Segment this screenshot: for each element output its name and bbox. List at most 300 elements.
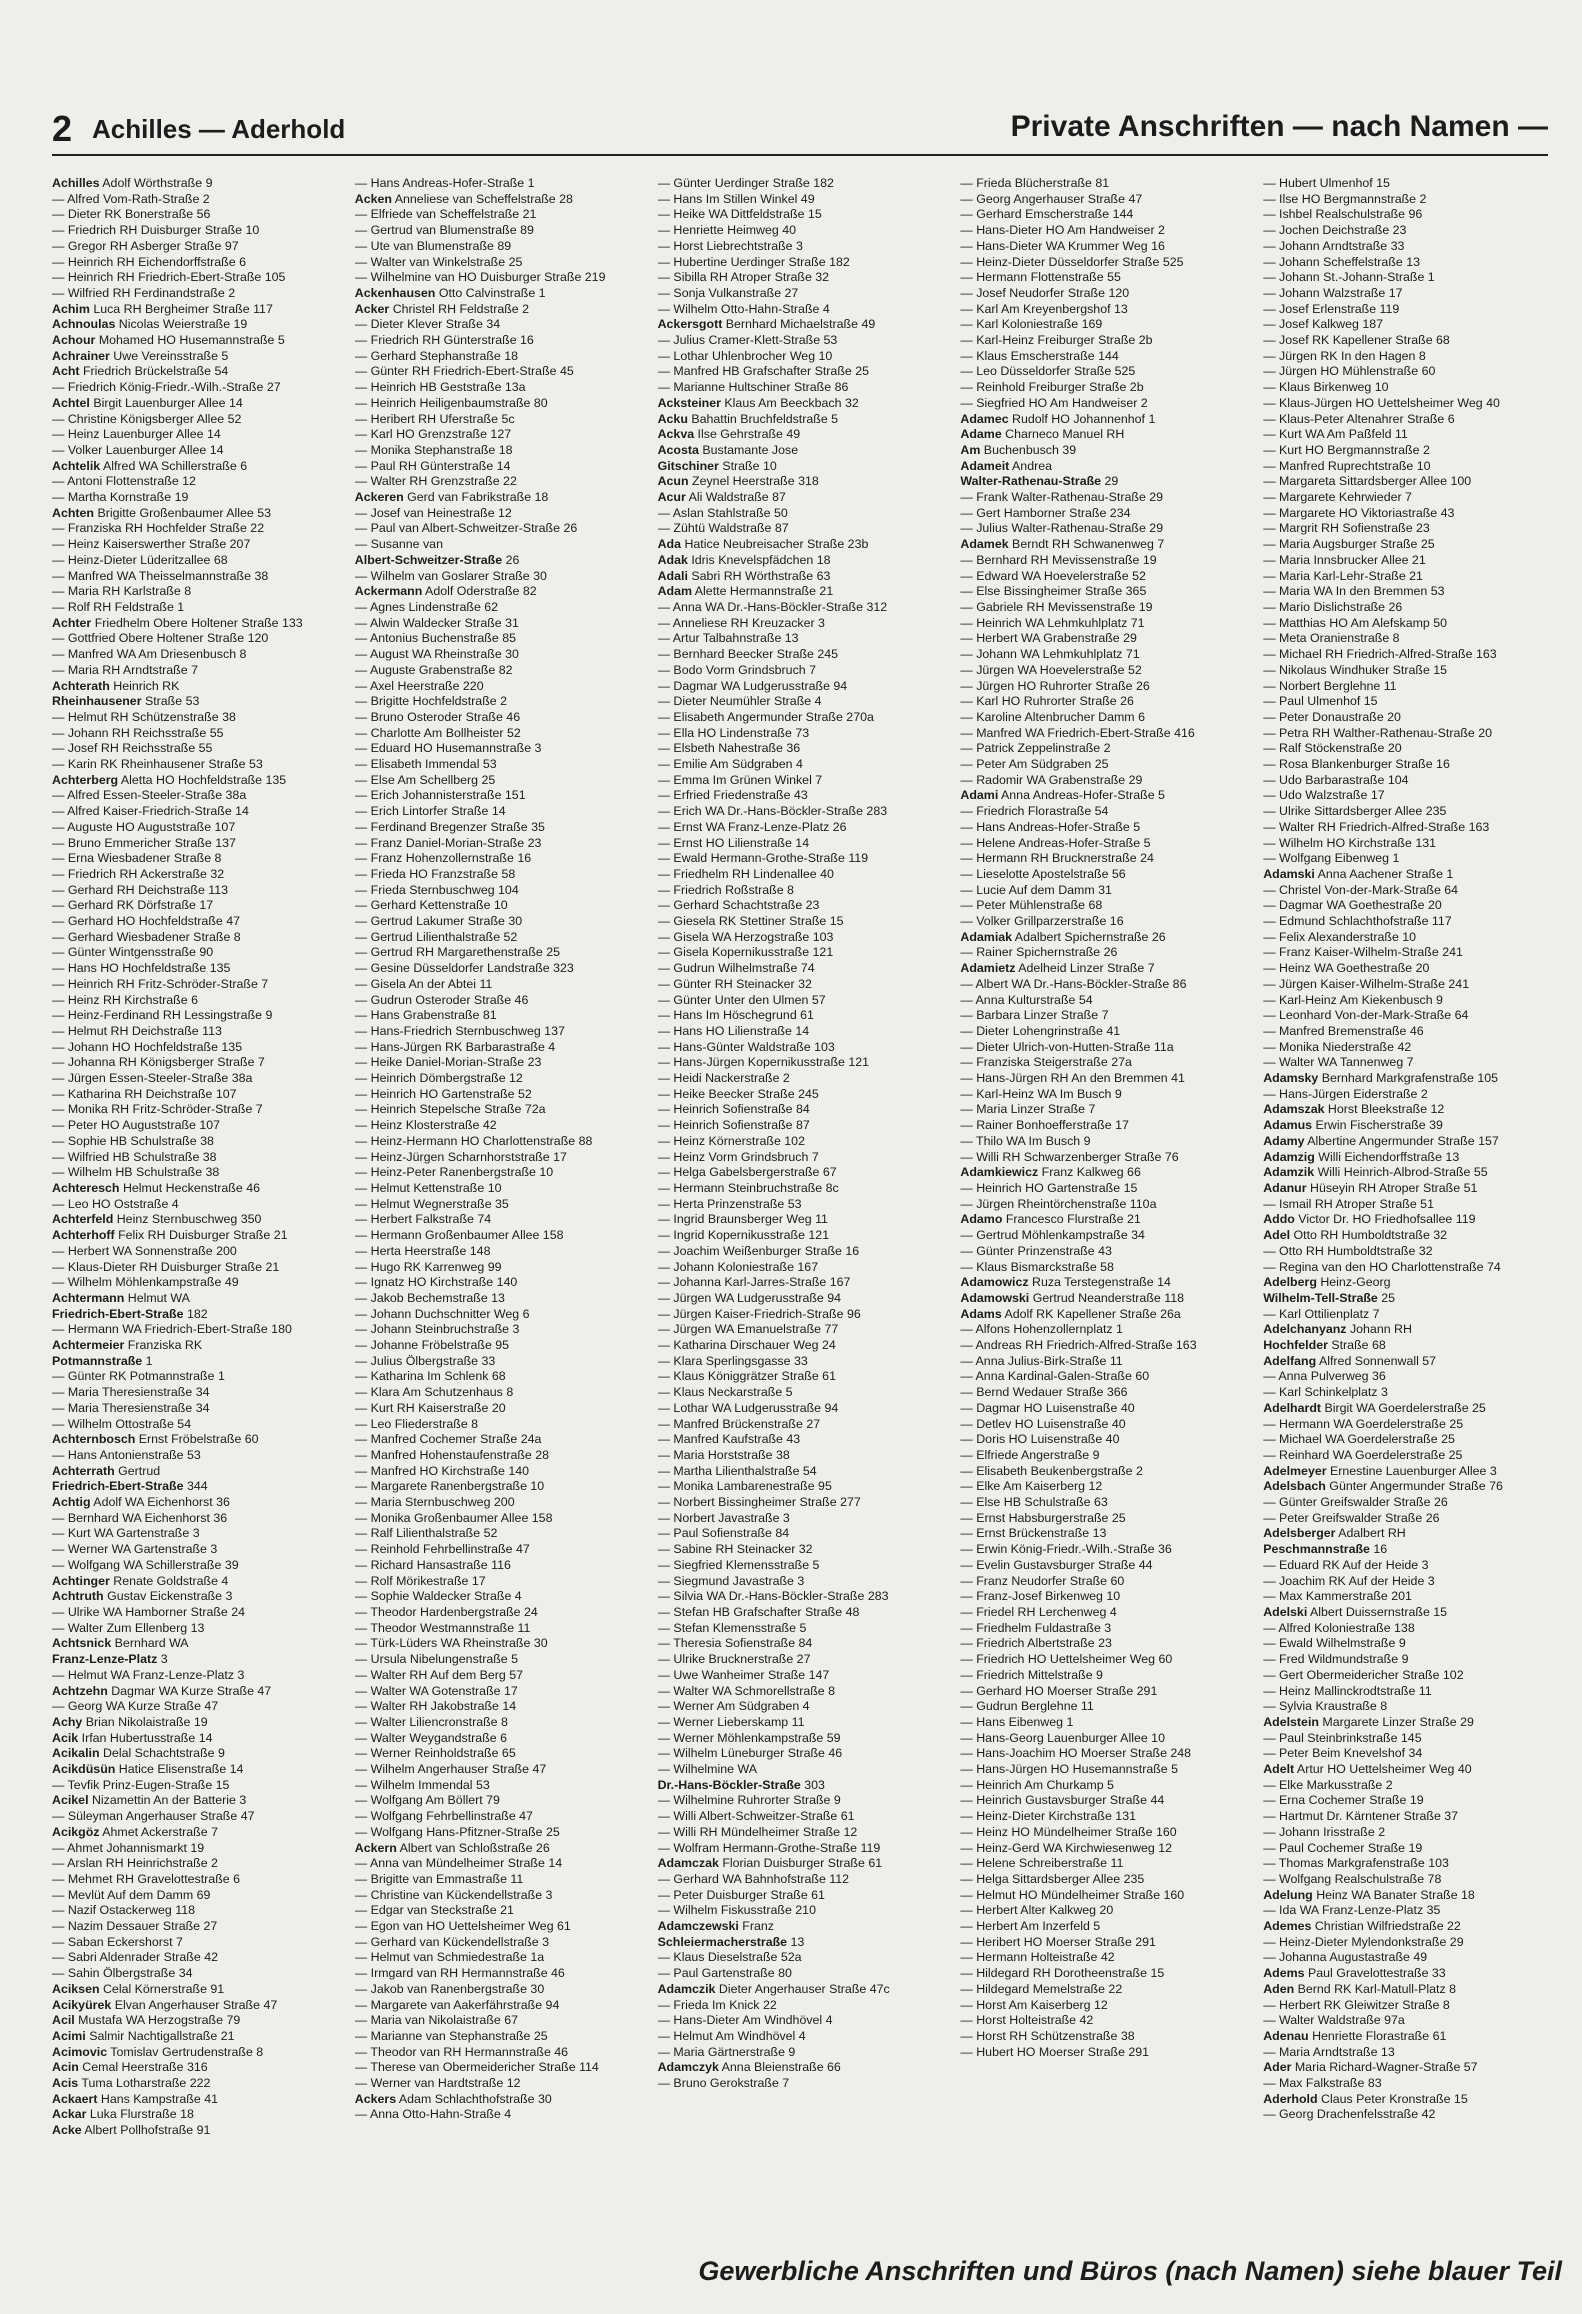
directory-entry: — Hans-Dieter Am Windhövel 4	[657, 2013, 833, 2028]
directory-entry: Adali Sabri RH Wörthstraße 63	[657, 568, 831, 583]
directory-entry: Acku Bahattin Bruchfeldstraße 5	[657, 411, 839, 426]
directory-entry: — Barbara Linzer Straße 7	[960, 1008, 1109, 1023]
directory-entry: — Hubertine Uerdinger Straße 182	[657, 254, 850, 269]
directory-entry: — Hermann Steinbruchstraße 8c	[657, 1181, 839, 1195]
directory-entry: — Theresia Sofienstraße 84	[657, 1636, 813, 1651]
directory-entry: — Günter Wintgensstraße 90	[52, 945, 214, 960]
directory-entry: — Heinz-Jürgen Scharnhorststraße 17	[354, 1149, 567, 1164]
directory-entry: Ademes Christian Wilfriedstraße 22	[1263, 1919, 1461, 1934]
directory-entry: — Maria Horststraße 38	[657, 1447, 790, 1462]
directory-entry: — Heinz Kaiserswerther Straße 207	[52, 537, 251, 552]
directory-entry: — Klaus Dieselstraße 52a	[657, 1950, 802, 1965]
directory-entry: — Detlev HO Luisenstraße 40	[960, 1416, 1126, 1431]
directory-entry: — Aslan Stahlstraße 50	[657, 505, 788, 520]
directory-entry: — Hans-Georg Lauenburger Allee 10	[960, 1730, 1165, 1745]
directory-entry: Ackenhausen Otto Calvinstraße 1	[354, 285, 546, 300]
directory-entry: Achtel Birgit Lauenburger Allee 14	[52, 395, 243, 410]
directory-entry: — Frieda Blücherstraße 81	[960, 176, 1110, 190]
directory-entry: — Christel Von-der-Mark-Straße 64	[1263, 882, 1459, 897]
directory-entry: Acikalin Delal Schachtstraße 9	[52, 1746, 225, 1761]
directory-entry: Addo Victor Dr. HO Friedhofsallee 119	[1263, 1212, 1476, 1227]
directory-entry: — Klaus Neckarstraße 5	[657, 1385, 793, 1400]
directory-entry: — Norbert Bissingheimer Straße 277	[657, 1495, 861, 1510]
directory-entry: — Ewald Hermann-Grothe-Straße 119	[657, 851, 869, 866]
directory-entry: — Franz Hohenzollernstraße 16	[354, 851, 532, 866]
directory-entry: Acksteiner Klaus Am Beeckbach 32	[657, 395, 859, 410]
directory-entry: — Margarete Ranenbergstraße 10	[354, 1479, 545, 1494]
directory-entry: — Jürgen WA Emanuelstraße 77	[657, 1322, 839, 1337]
directory-entry: — Friedrich Albertstraße 23	[960, 1636, 1112, 1651]
directory-entry: — Margarete Kehrwieder 7	[1263, 490, 1412, 505]
directory-entry: — Wilhelm van Goslarer Straße 30	[354, 568, 547, 583]
directory-entry: Acikgöz Ahmet Ackerstraße 7	[52, 1824, 218, 1839]
directory-entry: — Max Kammerstraße 201	[1263, 1589, 1412, 1604]
directory-entry: — Wilhelm HB Schulstraße 38	[52, 1165, 220, 1180]
directory-entry: — Gerhard Stephanstraße 18	[354, 348, 519, 363]
directory-entry: — Monika RH Fritz-Schröder-Straße 7	[52, 1102, 263, 1117]
directory-entry: — Gertrud Lilienthalstraße 52	[354, 929, 518, 944]
directory-entry: Adel Otto RH Humboldtstraße 32	[1263, 1228, 1448, 1243]
directory-entry: — Hans-Friedrich Sternbuschweg 137	[354, 1023, 565, 1038]
directory-entry: — Heinz Klosterstraße 42	[354, 1118, 497, 1133]
directory-entry: — Klara Sperlingsgasse 33	[657, 1353, 808, 1368]
directory-entry: — Bernhard Beecker Straße 245	[657, 647, 839, 662]
directory-entry: — Karl HO Grenzstraße 127	[354, 427, 512, 442]
directory-entry: — Franz Kaiser-Wilhelm-Straße 241	[1263, 945, 1463, 960]
directory-entry: Achterhoff Felix RH Duisburger Straße 21	[52, 1228, 288, 1243]
directory-entry: — Christine van Kückendellstraße 3	[354, 1887, 553, 1902]
directory-entry: — Dieter Lohengrinstraße 41	[960, 1023, 1121, 1038]
directory-entry: — Heinrich RH Fritz-Schröder-Straße 7	[52, 976, 269, 991]
directory-entry: — Gudrun Berglehne 11	[960, 1699, 1094, 1714]
directory-entry: — Paul Cochemer Straße 19	[1263, 1840, 1423, 1855]
directory-entry: Adamus Erwin Fischerstraße 39	[1263, 1118, 1443, 1133]
directory-entry: — Karl HO Ruhrorter Straße 26	[960, 694, 1134, 709]
directory-entry: Adamietz Adelheid Linzer Straße 7	[960, 961, 1155, 976]
directory-entry: — Jürgen RK In den Hagen 8	[1263, 348, 1426, 363]
directory-entry: — Wilfried HB Schulstraße 38	[52, 1149, 217, 1164]
directory-entry: — Wolfgang Eibenweg 1	[1263, 851, 1400, 866]
directory-entry: — Ilse HO Bergmannstraße 2	[1263, 191, 1427, 206]
directory-entry: — Alfred Koloniestraße 138	[1263, 1620, 1415, 1635]
directory-entry: — Hans-Dieter WA Krummer Weg 16	[960, 238, 1165, 253]
directory-entry: — Johanna RH Königsberger Straße 7	[52, 1055, 265, 1070]
directory-entry: — Maria van Nikolaistraße 67	[354, 2013, 518, 2028]
directory-entry: — Matthias HO Am Alefskamp 50	[1263, 615, 1448, 630]
directory-entry: — Hermann Großenbaumer Allee 158	[354, 1228, 564, 1243]
directory-entry: — Wolfgang Realschulstraße 78	[1263, 1871, 1442, 1886]
directory-entry: — Jürgen Essen-Steeler-Straße 38a	[52, 1071, 253, 1086]
directory-entry: — Hans HO Lilienstraße 14	[657, 1023, 810, 1038]
directory-entry: — Kurt WA Gartenstraße 3	[52, 1526, 200, 1541]
directory-entry: — Henriette Heimweg 40	[657, 223, 797, 238]
directory-entry: — Hans Eibenweg 1	[960, 1714, 1074, 1729]
directory-entry: — Helene Andreas-Hofer-Straße 5	[960, 835, 1151, 850]
directory-entry: Friedrich-Ebert-Straße 182	[52, 1306, 208, 1321]
directory-entry: — Thomas Markgrafenstraße 103	[1263, 1856, 1449, 1871]
directory-entry: — Heinz-Dieter Düsseldorfer Straße 525	[960, 254, 1184, 269]
directory-entry: — Willi Albert-Schweitzer-Straße 61	[657, 1809, 855, 1824]
directory-entry: Achtruth Gustav Eickenstraße 3	[52, 1589, 233, 1604]
directory-entry: Ackers Adam Schlachthofstraße 30	[354, 2091, 552, 2106]
directory-entry: — Wolfgang Fehrbellinstraße 47	[354, 1809, 533, 1824]
directory-entry: — Franziska Steigerstraße 27a	[960, 1055, 1132, 1070]
directory-entry: — Gisela An der Abtei 11	[354, 976, 493, 991]
directory-entry: — Franz Daniel-Morian-Straße 23	[354, 835, 542, 850]
directory-entry: — Erich Johannisterstraße 151	[354, 788, 526, 803]
directory-entry: — Werner Möhlenkampstraße 59	[657, 1730, 841, 1745]
directory-entry: — Hans-Jürgen RH An den Bremmen 41	[960, 1071, 1185, 1086]
directory-entry: — Johann Walzstraße 17	[1263, 285, 1403, 300]
directory-entry: — Ella HO Lindenstraße 73	[657, 725, 810, 740]
directory-entry: — Bruno Osteroder Straße 46	[354, 709, 521, 724]
directory-entry: — Karl Koloniestraße 169	[960, 317, 1103, 332]
directory-entry: — Heike Beecker Straße 245	[657, 1086, 819, 1101]
directory-entry: — Maria Arndtstraße 13	[1263, 2044, 1395, 2059]
directory-entry: — Johann Koloniestraße 167	[657, 1259, 819, 1274]
directory-entry: — Jürgen Rheintörchenstraße 110a	[960, 1196, 1157, 1211]
directory-entry: — Michael RH Friedrich-Alfred-Straße 163	[1263, 647, 1497, 662]
directory-entry: — Jochen Deichstraße 23	[1263, 223, 1407, 238]
directory-entry: Achterfeld Heinz Sternbuschweg 350	[52, 1212, 262, 1227]
directory-entry: — Else HB Schulstraße 63	[960, 1495, 1108, 1510]
directory-entry: Albert-Schweitzer-Straße 26	[354, 552, 520, 567]
directory-entry: Adak Idris Knevelspfädchen 18	[657, 552, 831, 567]
directory-entry: — Türk-Lüders WA Rheinstraße 30	[354, 1636, 548, 1651]
directory-entry: Adelstein Margarete Linzer Straße 29	[1263, 1714, 1474, 1729]
directory-entry: — Silvia WA Dr.-Hans-Böckler-Straße 283	[657, 1589, 889, 1604]
directory-entry: — Gerhard HO Hochfeldstraße 47	[52, 914, 241, 929]
directory-entry: — Gerhard van Kückendellstraße 3	[354, 1934, 550, 1949]
directory-entry: — Nikolaus Windhuker Straße 15	[1263, 662, 1448, 677]
directory-entry: — Gerhard Wiesbadener Straße 8	[52, 929, 241, 944]
directory-entry: Potmannstraße 1	[52, 1353, 153, 1368]
directory-entry: — Uwe Wanheimer Straße 147	[657, 1667, 830, 1682]
directory-entry: — Auguste HO Auguststraße 107	[52, 819, 236, 834]
directory-entry: — Heike WA Dittfeldstraße 15	[657, 207, 822, 222]
directory-entry: — Werner Lieberskamp 11	[657, 1714, 805, 1729]
directory-entry: — Ursula Nibelungenstraße 5	[354, 1652, 519, 1667]
directory-entry: — Johann Irisstraße 2	[1263, 1824, 1386, 1839]
directory-entry: — Hans HO Hochfeldstraße 135	[52, 961, 231, 976]
directory-entry: — Richard Hansastraße 116	[354, 1557, 511, 1572]
directory-entry: — Heinz HO Mündelheimer Straße 160	[960, 1824, 1177, 1839]
directory-entry: Ackva Ilse Gehrstraße 49	[657, 427, 801, 442]
directory-entry: — Peter Am Südgraben 25	[960, 757, 1109, 772]
directory-entry: Adelmeyer Ernestine Lauenburger Allee 3	[1263, 1463, 1497, 1478]
directory-entry: — Joachim Weißenburger Straße 16	[657, 1243, 860, 1258]
directory-entry: Adameit Andrea	[960, 458, 1052, 473]
directory-entry: — Agnes Lindenstraße 62	[354, 599, 499, 614]
directory-entry: — Ernst WA Franz-Lenze-Platz 26	[657, 819, 847, 834]
directory-entry: — Nazim Dessauer Straße 27	[52, 1919, 218, 1934]
directory-entry: — Katharina Dirschauer Weg 24	[657, 1338, 836, 1353]
directory-entry: — Johann RH Reichsstraße 55	[52, 725, 224, 740]
directory-entry: — Karl Am Kreyenbergshof 13	[960, 301, 1128, 316]
directory-entry: — Hartmut Dr. Kärntener Straße 37	[1263, 1809, 1459, 1824]
directory-entry: Achnoulas Nicolas Weierstraße 19	[52, 317, 248, 332]
directory-entry: — Josef van Heinestraße 12	[354, 505, 512, 520]
directory-entry: — Johann HO Hochfeldstraße 135	[52, 1039, 243, 1054]
directory-entry: Acker Christel RH Feldstraße 2	[354, 301, 530, 316]
directory-entry: — Heinz-Ferdinand RH Lessingstraße 9	[52, 1008, 273, 1023]
directory-entry: — Marianne van Stephanstraße 25	[354, 2028, 548, 2043]
directory-entry: — Herbert Alter Kalkweg 20	[960, 1903, 1114, 1918]
directory-entry: — Maria Sternbuschweg 200	[354, 1495, 515, 1510]
directory-entry: — Fred Wildmundstraße 9	[1263, 1652, 1409, 1667]
directory-entry: — Heinrich Stepelsche Straße 72a	[354, 1102, 546, 1117]
directory-entry: Achilles Adolf Wörthstraße 9	[52, 176, 213, 190]
directory-entry: — Frieda Im Knick 22	[657, 1997, 777, 2012]
directory-entry: Aderhold Claus Peter Kronstraße 15	[1263, 2091, 1468, 2106]
directory-entry: — Frank Walter-Rathenau-Straße 29	[960, 490, 1164, 505]
directory-entry: — Else Bissingheimer Straße 365	[960, 584, 1147, 599]
directory-entry: — Maria Innsbrucker Allee 21	[1263, 552, 1426, 567]
directory-entry: — Peter HO Auguststraße 107	[52, 1118, 221, 1133]
directory-entry: — Friedel RH Lerchenweg 4	[960, 1604, 1117, 1619]
directory-entry: — Hans-Günter Waldstraße 103	[657, 1039, 835, 1054]
directory-entry: — Reinhold Fehrbellinstraße 47	[354, 1542, 530, 1557]
directory-entry: — Irmgard van RH Hermannstraße 46	[354, 1966, 565, 1981]
directory-entry: — Heinz Lauenburger Allee 14	[52, 427, 221, 442]
directory-entry: Acke Albert Pollhofstraße 91	[52, 2123, 211, 2138]
directory-entry: — Herta Prinzenstraße 53	[657, 1196, 802, 1211]
directory-entry: — Manfred Ruprechtstraße 10	[1263, 458, 1431, 473]
directory-entry: — Volker Grillparzerstraße 16	[960, 914, 1124, 929]
directory-entry: — Ismail RH Atroper Straße 51	[1263, 1196, 1434, 1211]
directory-entry: — Werner van Hardtstraße 12	[354, 2076, 521, 2091]
directory-entry: — Petra RH Walther-Rathenau-Straße 20	[1263, 725, 1493, 740]
directory-entry: — Dagmar HO Luisenstraße 40	[960, 1400, 1135, 1415]
directory-entry: — Heribert HO Moerser Straße 291	[960, 1934, 1156, 1949]
directory-entry: — Heinz-Peter Ranenbergstraße 10	[354, 1165, 554, 1180]
directory-entry: — Karl-Heinz WA Im Busch 9	[960, 1086, 1122, 1101]
directory-entry: — Wolfgang Hans-Pfitzner-Straße 25	[354, 1824, 560, 1839]
directory-entry: Rheinhausener Straße 53	[52, 694, 200, 709]
directory-entry: — Katharina Im Schlenk 68	[354, 1369, 506, 1384]
directory-entry: — Anna Kardinal-Galen-Straße 60	[960, 1369, 1150, 1384]
directory-entry: — Therese van Obermeidericher Straße 114	[354, 2060, 599, 2075]
directory-entry: Aden Bernd RK Karl-Matull-Platz 8	[1263, 1981, 1456, 1996]
directory-entry: — Dieter Klever Straße 34	[354, 317, 501, 332]
directory-entry: — Felix Alexanderstraße 10	[1263, 929, 1417, 944]
column-2	[355, 176, 644, 2226]
directory-entry: Adamzik Willi Heinrich-Albrod-Straße 55	[1263, 1165, 1488, 1180]
directory-entry: — Stefan Klemensstraße 5	[657, 1620, 807, 1635]
directory-entry: Adamy Albertine Angermunder Straße 157	[1263, 1133, 1499, 1148]
directory-entry: — Friedrich RH Ackerstraße 32	[52, 866, 225, 881]
directory-entry: Hochfelder Straße 68	[1263, 1338, 1386, 1353]
directory-entry: — Margarete HO Viktoriastraße 43	[1263, 505, 1455, 520]
directory-entry: — Monika Großenbaumer Allee 158	[354, 1510, 553, 1525]
directory-entry: Achtig Adolf WA Eichenhorst 36	[52, 1495, 230, 1510]
directory-entry: — Heinz RH Kirchstraße 6	[52, 992, 198, 1007]
directory-entry: — Ulrike WA Hamborner Straße 24	[52, 1604, 246, 1619]
directory-entry: — Erwin König-Friedr.-Wilh.-Straße 36	[960, 1542, 1172, 1557]
directory-entry: — Auguste Grabenstraße 82	[354, 662, 513, 677]
directory-entry: — Julius Ölbergstraße 33	[354, 1353, 496, 1368]
directory-entry: — Sophie Waldecker Straße 4	[354, 1589, 522, 1604]
directory-entry: — Friedrich RH Duisburger Straße 10	[52, 223, 260, 238]
directory-entry: — Christine Königsberger Allee 52	[52, 411, 242, 426]
directory-entry: — Gert Hamborner Straße 234	[960, 505, 1131, 520]
directory-entry: — Heinrich WA Lehmkuhlplatz 71	[960, 615, 1145, 630]
directory-entry: — Leo HO Oststraße 4	[52, 1196, 179, 1211]
directory-entry: — Albert WA Dr.-Hans-Böckler-Straße 86	[960, 976, 1187, 991]
directory-entry: — Josef RK Kapellener Straße 68	[1263, 333, 1450, 348]
directory-entry: — Josef RH Reichsstraße 55	[52, 741, 213, 756]
directory-entry: — Herta Heerstraße 148	[354, 1243, 491, 1258]
directory-entry: — Gerhard Emscherstraße 144	[960, 207, 1134, 222]
directory-entry: — Gisela Kopernikusstraße 121	[657, 945, 834, 960]
directory-entry: — Heike Daniel-Morian-Straße 23	[354, 1055, 542, 1070]
directory-entry: — Heinz-Hermann HO Charlottenstraße 88	[354, 1133, 593, 1148]
directory-entry: — Horst Am Kaiserberg 12	[960, 1997, 1108, 2012]
directory-entry: — Heinrich Dömbergstraße 12	[354, 1071, 523, 1086]
directory-entry: — Kurt RH Kaiserstraße 20	[354, 1400, 506, 1415]
directory-entry: — Walter RH Friedrich-Alfred-Straße 163	[1263, 819, 1490, 834]
column-1	[52, 176, 341, 2226]
directory-entry: Adamiak Adalbert Spichernstraße 26	[960, 929, 1166, 944]
directory-entry: Acikel Nizamettin An der Batterie 3	[52, 1793, 247, 1808]
directory-entry: — Manfred WA Friedrich-Ebert-Straße 416	[960, 725, 1195, 740]
directory-entry: — Ida WA Franz-Lenze-Platz 35	[1263, 1903, 1441, 1918]
directory-entry: — Theodor van RH Hermannstraße 46	[354, 2044, 569, 2059]
directory-entry: — Willi RH Mündelheimer Straße 12	[657, 1824, 858, 1839]
directory-entry: — Heinz-Dieter Kirchstraße 131	[960, 1809, 1136, 1824]
directory-entry: Achour Mohamed HO Husemannstraße 5	[52, 333, 285, 348]
directory-entry: — Reinhard WA Goerdelerstraße 25	[1263, 1447, 1463, 1462]
directory-entry: — Gabriele RH Mevissenstraße 19	[960, 599, 1153, 614]
directory-entry: Adams Adolf RK Kapellener Straße 26a	[960, 1306, 1181, 1321]
directory-entry: Adelfang Alfred Sonnenwall 57	[1263, 1353, 1437, 1368]
directory-entry: Achy Brian Nikolaistraße 19	[52, 1714, 208, 1729]
directory-entry: — Sabine RH Steinacker 32	[657, 1542, 813, 1557]
directory-entry: — Elisabeth Beukenbergstraße 2	[960, 1463, 1143, 1478]
directory-entry: Adamzig Willi Eichendorffstraße 13	[1263, 1149, 1460, 1164]
directory-entry: Achternbosch Ernst Fröbelstraße 60	[52, 1432, 259, 1447]
directory-entry: — Georg WA Kurze Straße 47	[52, 1699, 219, 1714]
directory-entry: — Horst Holteistraße 42	[960, 2013, 1094, 2028]
directory-entry: — Franz Neudorfer Straße 60	[960, 1573, 1125, 1588]
directory-entry: — Gudrun Osteroder Straße 46	[354, 992, 529, 1007]
directory-entry: Adamec Rudolf HO Johannenhof 1	[960, 411, 1156, 426]
directory-entry: — Bodo Vorm Grindsbruch 7	[657, 662, 816, 677]
directory-entry: — Zühtü Waldstraße 87	[657, 521, 789, 536]
directory-entry: — Hans-Jürgen Eiderstraße 2	[1263, 1086, 1428, 1101]
directory-entry: — Hildegard Memelstraße 22	[960, 1981, 1123, 1996]
directory-entry: — Edmund Schlachthofstraße 117	[1263, 914, 1452, 929]
directory-entry: Adelski Albert Duissernstraße 15	[1263, 1604, 1448, 1619]
directory-entry: Acikdüsün Hatice Elisenstraße 14	[52, 1762, 244, 1777]
directory-entry: — Helmut RH Deichstraße 113	[52, 1023, 222, 1038]
directory-entry: — Heinz WA Goethestraße 20	[1263, 961, 1430, 976]
directory-entry: — Ute van Blumenstraße 89	[354, 238, 512, 253]
directory-entry: Adamczewski Franz	[657, 1919, 774, 1934]
directory-entry: — Bernd Wedauer Straße 366	[960, 1385, 1128, 1400]
directory-entry: Peschmannstraße 16	[1263, 1542, 1388, 1557]
directory-entry: — Heinz-Dieter Mylendonkstraße 29	[1263, 1934, 1464, 1949]
directory-entry: — Heinrich HO Gartenstraße 52	[354, 1086, 532, 1101]
directory-entry: — Hans-Jürgen HO Husemannstraße 5	[960, 1762, 1179, 1777]
directory-entry: — Elisabeth Immendal 53	[354, 757, 497, 772]
directory-entry: Dr.-Hans-Böckler-Straße 303	[657, 1777, 825, 1792]
directory-entry: — Karoline Altenbrucher Damm 6	[960, 709, 1145, 724]
directory-entry: — Friedhelm RH Lindenallee 40	[657, 866, 834, 881]
directory-entry: — Gerhard RH Deichstraße 113	[52, 882, 229, 897]
directory-entry: — Volker Lauenburger Allee 14	[52, 442, 224, 457]
directory-entry: — Sonja Vulkanstraße 27	[657, 285, 799, 300]
directory-entry: Am Buchenbusch 39	[960, 442, 1077, 457]
directory-entry: — Heribert RH Uferstraße 5c	[354, 411, 515, 426]
directory-entry: — Heinrich Sofienstraße 84	[657, 1102, 810, 1117]
directory-entry: — Thilo WA Im Busch 9	[960, 1133, 1091, 1148]
directory-entry: — Katharina RH Deichstraße 107	[52, 1086, 237, 1101]
directory-entry: — Helmut van Schmiedestraße 1a	[354, 1950, 545, 1965]
directory-entry: Adamo Francesco Flurstraße 21	[960, 1212, 1141, 1227]
directory-entry: — Klaus Königgrätzer Straße 61	[657, 1369, 836, 1384]
directory-entry: Acur Ali Waldstraße 87	[657, 490, 786, 505]
column-3	[658, 176, 947, 2226]
directory-entry: — Gertrud Möhlenkampstraße 34	[960, 1228, 1145, 1243]
directory-entry: Adelt Artur HO Uettelsheimer Weg 40	[1263, 1762, 1472, 1777]
directory-entry: — Frieda HO Franzstraße 58	[354, 866, 516, 881]
directory-entry: Ackermann Adolf Oderstraße 82	[354, 584, 537, 599]
directory-entry: — Werner Am Südgraben 4	[657, 1699, 810, 1714]
directory-entry: — Manfred Brückenstraße 27	[657, 1416, 821, 1431]
name-range: Achilles — Aderhold	[92, 114, 346, 144]
directory-entry: Acun Zeynel Heerstraße 318	[657, 474, 819, 489]
directory-entry: — Doris HO Luisenstraße 40	[960, 1432, 1120, 1447]
directory-entry: — Julius Walter-Rathenau-Straße 29	[960, 521, 1164, 536]
directory-entry: Ader Maria Richard-Wagner-Straße 57	[1263, 2060, 1478, 2075]
directory-entry: — Johanna Karl-Jarres-Straße 167	[657, 1275, 851, 1290]
directory-entry: — Sophie HB Schulstraße 38	[52, 1133, 214, 1148]
directory-entry: — Klaus-Peter Altenahrer Straße 6	[1263, 411, 1455, 426]
directory-entry: — Monika Niederstraße 42	[1263, 1039, 1412, 1054]
directory-entry: — Theodor Westmannstraße 11	[354, 1620, 531, 1635]
directory-entry: — Dieter Ulrich-von-Hutten-Straße 11a	[960, 1039, 1174, 1054]
directory-entry: Franz-Lenze-Platz 3	[52, 1652, 168, 1667]
directory-entry: — Ahmet Johannismarkt 19	[52, 1840, 205, 1855]
directory-entry: — Gerhard HO Moerser Straße 291	[960, 1683, 1158, 1698]
directory-entry: Adelsberger Adalbert RH	[1263, 1526, 1406, 1541]
directory-entry: — Walter WA Tannenweg 7	[1263, 1055, 1414, 1070]
directory-entry: Adamczik Dieter Angerhauser Straße 47c	[657, 1981, 890, 1996]
directory-entry: — Helmut RH Schützenstraße 38	[52, 709, 236, 724]
directory-entry: Ackaert Hans Kampstraße 41	[52, 2091, 218, 2106]
directory-entry: — Josef Kalkweg 187	[1263, 317, 1384, 332]
directory-entry: — Wilhelm Angerhauser Straße 47	[354, 1762, 547, 1777]
directory-entry: Ackersgott Bernhard Michaelstraße 49	[657, 317, 876, 332]
directory-entry: Adamowicz Ruza Terstegenstraße 14	[960, 1275, 1171, 1290]
directory-entry: — Hans Grabenstraße 81	[354, 1008, 497, 1023]
directory-entry: — Ulrike Sittardsberger Allee 235	[1263, 804, 1447, 819]
directory-entry: — Hermann WA Friedrich-Ebert-Straße 180	[52, 1322, 292, 1337]
directory-entry: — Maria RH Karlstraße 8	[52, 584, 192, 599]
directory-entry: — Anna Otto-Hahn-Straße 4	[354, 2107, 512, 2122]
directory-entry: — Dagmar WA Ludgerusstraße 94	[657, 678, 848, 693]
directory-entry: — Ernst HO Lilienstraße 14	[657, 835, 810, 850]
directory-entry: — Lucie Auf dem Damm 31	[960, 882, 1112, 897]
directory-entry: — Kurt WA Am Paßfeld 11	[1263, 427, 1408, 442]
directory-entry: — Jürgen WA Ludgerusstraße 94	[657, 1290, 842, 1305]
directory-entry: — Sahin Ölbergstraße 34	[52, 1966, 193, 1981]
directory-entry: — Herbert WA Grabenstraße 29	[960, 631, 1137, 646]
directory-entry: — Ishbel Realschulstraße 96	[1263, 207, 1423, 222]
directory-entry: — Heinz Vorm Grindsbruch 7	[657, 1149, 819, 1164]
directory-entry: — Johanna Augustastraße 49	[1263, 1950, 1428, 1965]
